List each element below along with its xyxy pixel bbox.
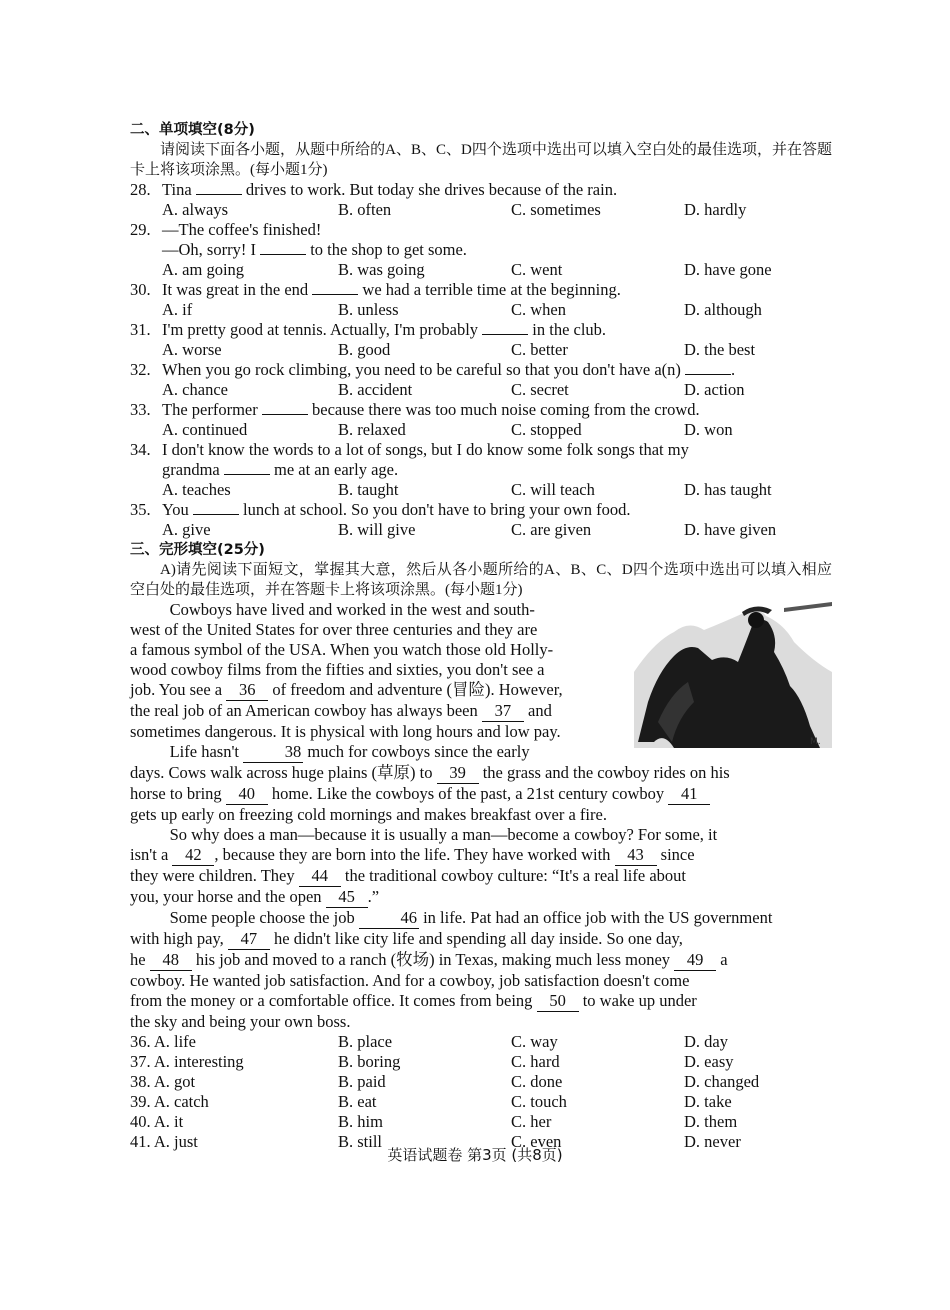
blank-38: 38 bbox=[243, 742, 303, 763]
option: 39. A. catch bbox=[130, 1092, 209, 1111]
question-stem: —Oh, sorry! I bbox=[162, 240, 256, 259]
option: C. done bbox=[511, 1072, 563, 1091]
option: D. hardly bbox=[684, 200, 747, 219]
option: C. better bbox=[511, 340, 568, 359]
option: C. when bbox=[511, 300, 566, 319]
question-stem: Tina bbox=[162, 180, 192, 199]
option: B. relaxed bbox=[338, 420, 406, 439]
passage-text: home. Like the cowboys of the past, a 21st century cowboy bbox=[271, 784, 665, 803]
question-stem: The performer bbox=[162, 400, 258, 419]
option: A. chance bbox=[162, 380, 228, 399]
passage-text: isn't a bbox=[130, 845, 169, 864]
cowboy-on-horse-image bbox=[634, 602, 832, 748]
blank-47: 47 bbox=[228, 929, 270, 950]
question-32 bbox=[130, 360, 832, 380]
option: A. give bbox=[162, 520, 211, 539]
option: C. her bbox=[511, 1112, 552, 1131]
option: D. won bbox=[684, 420, 733, 439]
passage-line: wood cowboy films from the fifties and sixties, you don't see a bbox=[130, 660, 545, 679]
option: C. sometimes bbox=[511, 200, 601, 219]
passage-text: of freedom and adventure (冒险). However, bbox=[272, 680, 563, 699]
option: C. will teach bbox=[511, 480, 595, 499]
option: C. are given bbox=[511, 520, 592, 539]
passage-line bbox=[130, 784, 832, 805]
options-28 bbox=[130, 200, 832, 220]
question-stem: in the club. bbox=[532, 320, 607, 339]
question-34-line-2 bbox=[130, 460, 832, 480]
passage-line bbox=[130, 701, 624, 722]
question-stem: It was great in the end bbox=[162, 280, 309, 299]
option: B. boring bbox=[338, 1052, 401, 1071]
section-2-instructions: 请阅读下面各小题，从题中所给的A、B、C、D四个选项中选出可以填入空白处的最佳选项，并在答题卡上将该项涂黑。(每小题1分) bbox=[130, 142, 832, 178]
answer-blank bbox=[482, 320, 528, 335]
passage-line: sometimes dangerous. It is physical with long hours and low pay. bbox=[130, 722, 561, 741]
passage-line bbox=[130, 950, 832, 971]
question-stem: to the shop to get some. bbox=[310, 240, 467, 259]
passage-text: .” bbox=[367, 887, 380, 906]
option: D. action bbox=[684, 380, 745, 399]
blank-42: 42 bbox=[172, 845, 214, 866]
option: B. was going bbox=[338, 260, 425, 279]
passage-text: from the money or a comfortable office. It comes from being bbox=[130, 991, 533, 1010]
passage-line: So why does a man—because it is usually a man—become a cowboy? For some, it bbox=[169, 825, 718, 844]
options-38 bbox=[130, 1072, 832, 1092]
option: B. him bbox=[338, 1112, 383, 1131]
passage-line bbox=[130, 887, 832, 908]
passage-text: his job and moved to a ranch (牧场) in Texas, making much less money bbox=[195, 950, 671, 969]
options-31 bbox=[130, 340, 832, 360]
passage-text: he bbox=[130, 950, 146, 969]
question-30 bbox=[130, 280, 832, 300]
question-31 bbox=[130, 320, 832, 340]
option: C. hard bbox=[511, 1052, 560, 1071]
passage-text: they were children. They bbox=[130, 866, 295, 885]
passage-line bbox=[130, 763, 832, 784]
blank-48: 48 bbox=[150, 950, 192, 971]
passage-line: a famous symbol of the USA. When you watch those old Holly- bbox=[130, 640, 554, 659]
option: D. never bbox=[684, 1132, 741, 1151]
question-number: 32. bbox=[130, 360, 151, 379]
passage-line bbox=[130, 845, 832, 866]
question-number: 29. bbox=[130, 220, 151, 239]
option: B. place bbox=[338, 1032, 393, 1051]
option: B. accident bbox=[338, 380, 413, 399]
question-number: 35. bbox=[130, 500, 151, 519]
option: 36. A. life bbox=[130, 1032, 196, 1051]
passage-text: , because they are born into the life. They have worked with bbox=[214, 845, 611, 864]
option: B. eat bbox=[338, 1092, 377, 1111]
passage-text: and bbox=[528, 701, 552, 720]
option: C. stopped bbox=[511, 420, 582, 439]
option: B. often bbox=[338, 200, 392, 219]
option: C. secret bbox=[511, 380, 569, 399]
answer-blank bbox=[196, 180, 242, 195]
option: C. went bbox=[511, 260, 563, 279]
option: 41. A. just bbox=[130, 1132, 198, 1151]
question-stem: lunch at school. So you don't have to bring your own food. bbox=[243, 500, 631, 519]
option: A. always bbox=[162, 200, 228, 219]
passage-text: with high pay, bbox=[130, 929, 224, 948]
section-2-title: 二、单项填空(8分) bbox=[130, 122, 255, 138]
option: D. although bbox=[684, 300, 762, 319]
option: D. changed bbox=[684, 1072, 760, 1091]
option: C. way bbox=[511, 1032, 558, 1051]
option: 40. A. it bbox=[130, 1112, 184, 1131]
section-3-title: 三、完形填空(25分) bbox=[130, 542, 265, 558]
option: D. have gone bbox=[684, 260, 772, 279]
blank-46: 46 bbox=[359, 908, 419, 929]
passage-text: the traditional cowboy culture: “It's a real life about bbox=[344, 866, 686, 885]
options-36 bbox=[130, 1032, 832, 1052]
passage-line bbox=[130, 908, 832, 929]
question-stem: me at an early age. bbox=[273, 460, 399, 479]
option: D. easy bbox=[684, 1052, 734, 1071]
passage-text: you, your horse and the open bbox=[130, 887, 322, 906]
question-number: 31. bbox=[130, 320, 151, 339]
question-35 bbox=[130, 500, 832, 520]
answer-blank bbox=[193, 500, 239, 515]
answer-blank bbox=[262, 400, 308, 415]
passage-text: a bbox=[720, 950, 728, 969]
passage-text: since bbox=[660, 845, 695, 864]
option: B. taught bbox=[338, 480, 399, 499]
options-39 bbox=[130, 1092, 832, 1112]
passage-text: much for cowboys since the early bbox=[307, 742, 530, 761]
answer-blank bbox=[224, 460, 270, 475]
option: 38. A. got bbox=[130, 1072, 196, 1091]
question-stem: grandma bbox=[162, 460, 220, 479]
question-stem: You bbox=[162, 500, 189, 519]
question-stem: . bbox=[731, 360, 736, 379]
svg-text:M.: M. bbox=[810, 737, 821, 747]
passage-line: cowboy. He wanted job satisfaction. And for a cowboy, job satisfaction doesn't come bbox=[130, 971, 690, 990]
options-33 bbox=[130, 420, 832, 440]
passage-text: horse to bring bbox=[130, 784, 222, 803]
question-33 bbox=[130, 400, 832, 420]
section-3-instructions: A)请先阅读下面短文，掌握其大意，然后从各小题所给的A、B、C、D四个选项中选出可以填入相应空白处的最佳选项，并在答题卡上将该项涂黑。(每小题1分) bbox=[130, 562, 832, 598]
passage-text: to wake up under bbox=[582, 991, 697, 1010]
passage-text: the real job of an American cowboy has always been bbox=[130, 701, 478, 720]
option: B. good bbox=[338, 340, 391, 359]
question-number: 30. bbox=[130, 280, 151, 299]
passage-line: gets up early on freezing cold mornings and makes breakfast over a fire. bbox=[130, 805, 607, 824]
question-stem: When you go rock climbing, you need to be careful so that you don't have a(n) bbox=[162, 360, 681, 379]
passage-text: job. You see a bbox=[130, 680, 223, 699]
question-stem: drives to work. But today she drives because of the rain. bbox=[245, 180, 618, 199]
blank-50: 50 bbox=[537, 991, 579, 1012]
passage-line bbox=[130, 929, 832, 950]
blank-45: 45 bbox=[326, 887, 368, 908]
options-35 bbox=[130, 520, 832, 540]
options-40 bbox=[130, 1112, 832, 1132]
question-number: 33. bbox=[130, 400, 151, 419]
option: A. if bbox=[162, 300, 193, 319]
cloze-passage bbox=[130, 600, 832, 1032]
passage-text: days. Cows walk across huge plains (草原) to bbox=[130, 763, 433, 782]
option: B. still bbox=[338, 1132, 383, 1151]
option: B. will give bbox=[338, 520, 416, 539]
option: D. take bbox=[684, 1092, 732, 1111]
option: C. even bbox=[511, 1132, 562, 1151]
passage-text: Some people choose the job bbox=[169, 908, 355, 927]
blank-39: 39 bbox=[437, 763, 479, 784]
answer-blank bbox=[260, 240, 306, 255]
blank-36: 36 bbox=[226, 680, 268, 701]
options-29 bbox=[130, 260, 832, 280]
answer-blank bbox=[312, 280, 358, 295]
passage-text: Life hasn't bbox=[169, 742, 240, 761]
option: B. unless bbox=[338, 300, 399, 319]
passage-text: in life. Pat had an office job with the US government bbox=[423, 908, 773, 927]
exam-page bbox=[130, 120, 832, 1152]
option: 37. A. interesting bbox=[130, 1052, 244, 1071]
option: D. have given bbox=[684, 520, 777, 539]
cloze-options bbox=[130, 1032, 832, 1152]
option: D. the best bbox=[684, 340, 756, 359]
options-37 bbox=[130, 1052, 832, 1072]
passage-line: west of the United States for over three centuries and they are bbox=[130, 620, 538, 639]
option: B. paid bbox=[338, 1072, 386, 1091]
option: D. day bbox=[684, 1032, 728, 1051]
question-34 bbox=[130, 440, 832, 460]
blank-44: 44 bbox=[299, 866, 341, 887]
page-footer: 英语试题卷 第3页 (共8页) bbox=[387, 1146, 563, 1164]
options-32 bbox=[130, 380, 832, 400]
question-stem: I don't know the words to a lot of songs, but I do know some folk songs that my bbox=[162, 440, 689, 459]
blank-37: 37 bbox=[482, 701, 524, 722]
question-stem: because there was too much noise coming from the crowd. bbox=[312, 400, 700, 419]
blank-49: 49 bbox=[674, 950, 716, 971]
passage-line bbox=[130, 680, 624, 701]
passage-line: the sky and being your own boss. bbox=[130, 1012, 351, 1031]
question-stem: we had a terrible time at the beginning. bbox=[362, 280, 621, 299]
passage-line bbox=[130, 866, 832, 887]
option: A. worse bbox=[162, 340, 222, 359]
option: A. continued bbox=[162, 420, 248, 439]
option: D. has taught bbox=[684, 480, 772, 499]
passage-text: he didn't like city life and spending all day inside. So one day, bbox=[274, 929, 683, 948]
question-29-line-2 bbox=[130, 240, 832, 260]
blank-40: 40 bbox=[226, 784, 268, 805]
question-number: 34. bbox=[130, 440, 151, 459]
blank-41: 41 bbox=[668, 784, 710, 805]
option: D. them bbox=[684, 1112, 738, 1131]
question-number: 28. bbox=[130, 180, 151, 199]
answer-blank bbox=[685, 360, 731, 375]
options-30 bbox=[130, 300, 832, 320]
question-stem: —The coffee's finished! bbox=[162, 220, 322, 239]
question-28 bbox=[130, 180, 832, 200]
passage-line bbox=[130, 742, 624, 763]
question-stem: I'm pretty good at tennis. Actually, I'm probably bbox=[162, 320, 479, 339]
option: A. am going bbox=[162, 260, 245, 279]
option: C. touch bbox=[511, 1092, 567, 1111]
passage-line bbox=[130, 991, 832, 1012]
question-29 bbox=[130, 220, 832, 240]
passage-text: the grass and the cowboy rides on his bbox=[482, 763, 730, 782]
blank-43: 43 bbox=[615, 845, 657, 866]
options-34 bbox=[130, 480, 832, 500]
option: A. teaches bbox=[162, 480, 231, 499]
passage-line: Cowboys have lived and worked in the west and south- bbox=[169, 600, 535, 619]
